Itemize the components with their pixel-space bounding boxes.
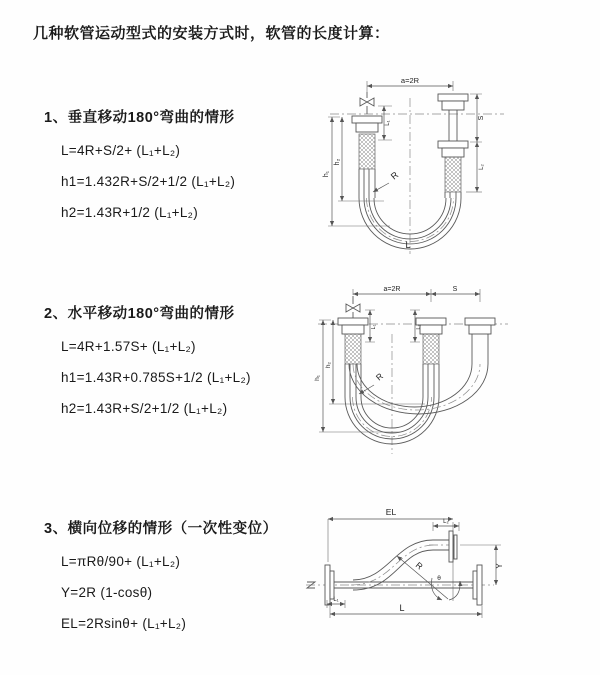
dim-s-label: S — [478, 115, 485, 121]
upper-flange-fitting-moved — [449, 531, 457, 562]
radius-label: R — [373, 370, 385, 383]
section-2-formula-h2: h2=1.43R+S/2+1/2 (L₁+L₂) — [61, 401, 228, 416]
hose-u-bend-moved — [349, 334, 488, 414]
diagram-lateral-displacement — [296, 502, 600, 654]
dim-el — [328, 507, 453, 562]
section-1-formula-h2: h2=1.43R+1/2 (L₁+L₂) — [61, 205, 199, 220]
dim-length — [330, 603, 482, 618]
section-3-text — [44, 517, 278, 639]
angle-theta-label: θ — [437, 575, 441, 582]
dim-length-label: L — [399, 603, 405, 613]
dim-h1-label: h₁ — [323, 170, 330, 178]
dim-s-label: S — [452, 286, 458, 293]
dim-l1-label: L₁ — [385, 120, 391, 126]
dim-length-label: L — [405, 240, 411, 250]
section-2-formula-h1: h1=1.43R+0.785S+1/2 (L₁+L₂) — [61, 370, 251, 385]
right-flange-fitting-upper — [438, 94, 468, 141]
section-3-formula-Y: Y=2R (1-cosθ) — [61, 585, 153, 600]
dim-l2-label: L₂ — [479, 164, 485, 170]
dim-l1 — [365, 310, 377, 342]
dim-width-label: a=2R — [400, 76, 420, 85]
radius-leader — [373, 169, 401, 192]
radius-label: R — [388, 169, 401, 182]
left-flange-fitting — [338, 318, 368, 364]
section-2-formula-L: L=4R+1.57S+ (L₁+L₂) — [61, 339, 196, 354]
dim-l2-label: L₂ — [416, 324, 422, 330]
dim-width-label: a=2R — [383, 286, 401, 293]
dim-l1-label: L₁ — [371, 324, 377, 330]
section-3-formula-L: L=πRθ/90+ (L₁+L₂) — [61, 554, 181, 569]
dim-el-label: EL — [385, 507, 397, 517]
dim-h-outer — [323, 117, 390, 226]
section-1-formula-h1: h1=1.432R+S/2+1/2 (L₁+L₂) — [61, 174, 236, 189]
dim-l2 — [433, 519, 459, 531]
section-3-heading: 3、横向位移的情形（一次性变位） — [44, 521, 278, 537]
dim-h1-label: h₁ — [314, 375, 321, 381]
dim-l2-label: L₂ — [443, 519, 449, 525]
section-2-text — [44, 302, 251, 424]
valve-icon — [346, 296, 360, 318]
dim-h2-label: h₂ — [334, 158, 341, 166]
radius-construction — [397, 556, 460, 600]
dim-l2 — [410, 310, 422, 342]
section-3-formula-EL: EL=2Rsinθ+ (L₁+L₂) — [61, 616, 187, 631]
section-1-formula-L: L=4R+S/2+ (L₁+L₂) — [61, 143, 181, 158]
diagram-vertical-180-bend — [308, 72, 598, 262]
dim-h2-label: h₂ — [325, 361, 332, 369]
section-2-heading: 2、水平移动180°弯曲的情形 — [44, 306, 235, 322]
left-flange-fitting — [352, 116, 382, 169]
right-flange-fitting-moved — [465, 318, 495, 334]
dim-s — [431, 286, 480, 294]
s-curve-hose-moved — [351, 540, 458, 590]
dim-l1-label: L₁ — [333, 597, 339, 603]
dim-s — [470, 94, 485, 142]
dim-width — [367, 76, 453, 92]
radius-label: R — [413, 559, 425, 572]
valve-icon — [360, 92, 374, 114]
right-flange-fitting-lower — [438, 141, 468, 192]
dim-y-label: Y — [495, 563, 504, 569]
section-1-heading: 1、垂直移动180°弯曲的情形 — [44, 110, 235, 126]
right-flange-fitting-lower — [473, 565, 482, 605]
page-title: 几种软管运动型式的安装方式时，软管的长度计算： — [33, 25, 390, 42]
diagram-horizontal-180-bend — [303, 282, 600, 457]
dim-l2 — [466, 142, 485, 192]
dim-h-inner — [325, 320, 425, 404]
section-1-text — [44, 106, 235, 228]
